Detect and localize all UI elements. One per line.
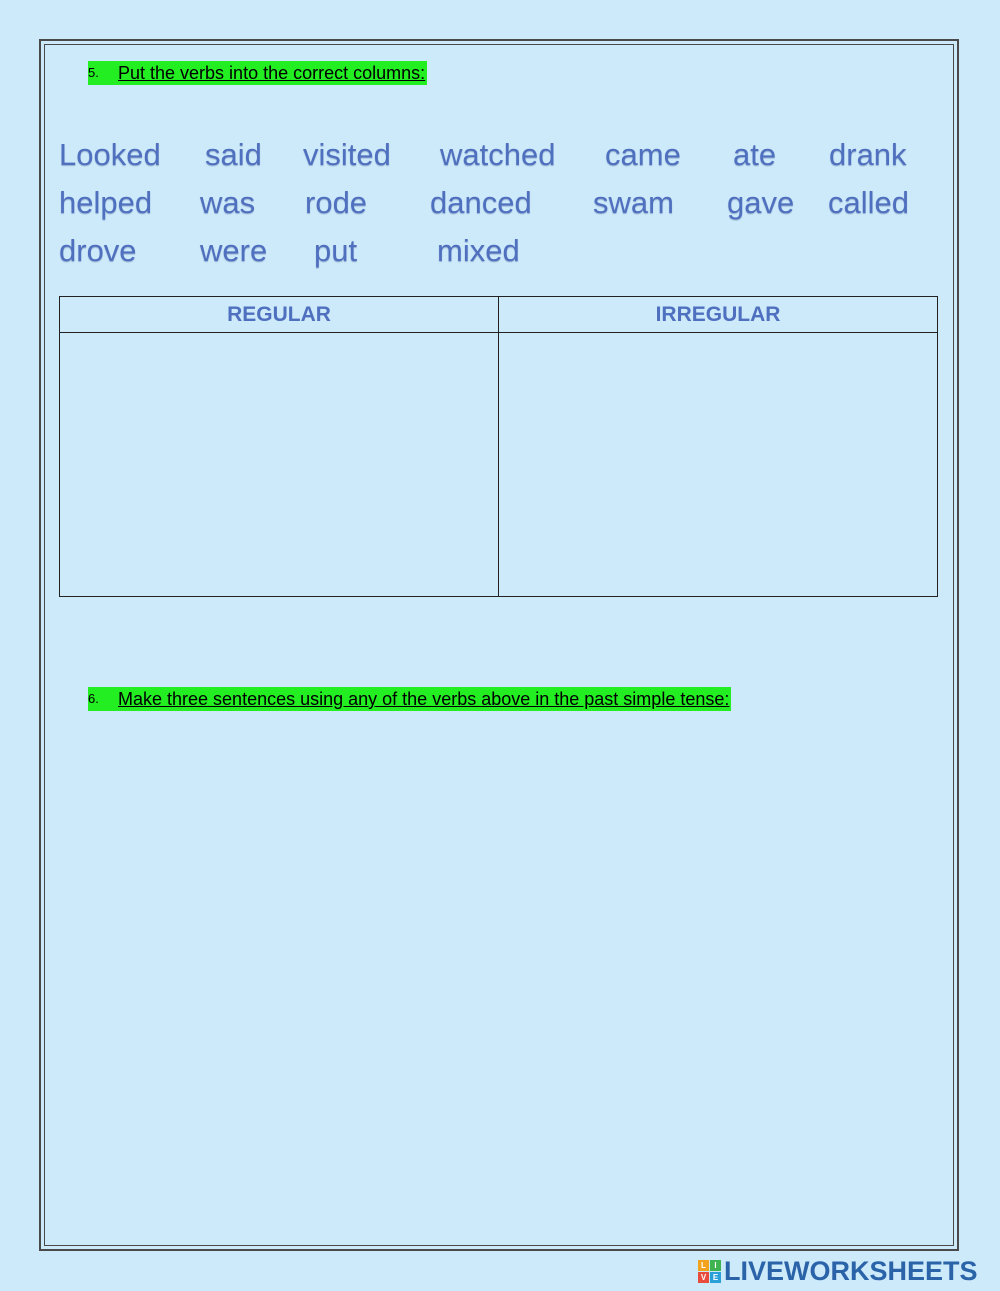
logo-cell-i: I [710,1260,721,1271]
verb-word: came [605,137,681,172]
regular-column-header: REGULAR [60,297,499,333]
exercise-5-text: Put the verbs into the correct columns: [118,63,426,83]
liveworksheets-wordmark: LIVEWORKSHEETS [724,1256,978,1286]
verb-word: was [200,185,256,220]
verb-word: put [314,233,358,268]
verb-word: mixed [437,233,520,268]
exercise-5-instruction [88,61,427,85]
logo-cell-v: V [698,1272,709,1283]
verb-word: swam [593,185,674,220]
verb-word: said [205,137,262,172]
verb-word: ate [733,137,777,172]
verb-word: rode [305,185,368,220]
verb-sort-table [59,296,938,597]
verb-word: danced [430,185,532,220]
irregular-column-header: IRREGULAR [499,297,938,333]
verb-word: drank [829,137,907,172]
irregular-drop-zone[interactable] [499,333,938,597]
liveworksheets-logo-icon [698,1260,721,1283]
exercise-5-number: 5. [88,65,99,80]
verb-word: gave [727,185,795,220]
liveworksheets-logo [698,1256,978,1286]
exercise-6-instruction [88,687,731,711]
verb-word: helped [59,185,153,220]
verb-word: drove [59,233,137,268]
verb-word: watched [440,137,556,172]
exercise-6-text: Make three sentences using any of the verbs above in the past simple tense: [118,689,730,709]
verb-word: were [200,233,268,268]
verb-word: visited [303,137,391,172]
logo-cell-e: E [710,1272,721,1283]
logo-cell-l: L [698,1260,709,1271]
worksheet-frame-inner [44,44,954,1246]
verb-word: called [828,185,909,220]
regular-drop-zone[interactable] [60,333,499,597]
exercise-6-number: 6. [88,691,99,706]
verb-word: Looked [59,137,161,172]
